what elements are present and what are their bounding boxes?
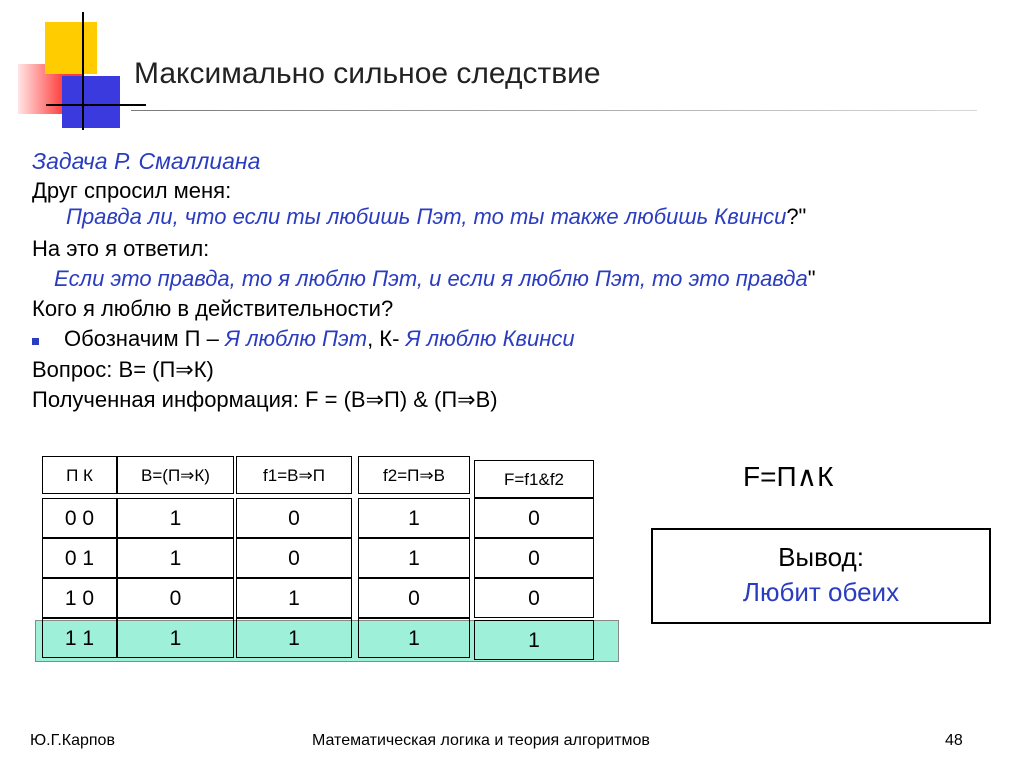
table-cell: 0: [474, 578, 594, 618]
table-cell: 0 0: [42, 498, 117, 538]
table-cell: 0: [474, 498, 594, 538]
logo-blue-block: [62, 76, 120, 128]
table-cell: 1 1: [42, 618, 117, 658]
bullet-mid: , К-: [367, 326, 400, 351]
title-divider: [131, 110, 977, 111]
table-header: f2=П⇒B: [358, 456, 470, 494]
question-line: Вопрос: B= (П⇒К): [32, 357, 214, 382]
table-cell: 1: [358, 538, 470, 578]
table-cell: 0: [236, 498, 352, 538]
quote-2-end: ": [807, 266, 816, 291]
problem-heading: Задача Р. Смаллиана: [32, 148, 261, 174]
bullet-prefix: Обозначим П –: [64, 326, 219, 351]
logo-vertical-line: [82, 12, 84, 130]
table-cell: 1: [358, 498, 470, 538]
bullet-line: [64, 326, 575, 352]
page-number: 48: [945, 732, 963, 749]
table-cell: 1 0: [42, 578, 117, 618]
quote-1-end: ?": [786, 204, 807, 229]
table-header: П К: [42, 456, 117, 494]
bullet-p: Я люблю Пэт: [224, 326, 368, 351]
quote-2-text: Если это правда, то я люблю Пэт, и если я люблю Пэт, то это правда: [54, 266, 808, 291]
table-header: B=(П⇒К): [117, 456, 234, 494]
table-cell: 1: [474, 620, 594, 660]
table-cell: 1: [236, 618, 352, 658]
table-cell: 1: [358, 618, 470, 658]
table-cell: 0: [117, 578, 234, 618]
footer-author: Ю.Г.Карпов: [30, 732, 115, 749]
logo-yellow-block: [45, 22, 97, 74]
table-cell: 1: [236, 578, 352, 618]
text-line-1: Друг спросил меня:: [32, 178, 232, 203]
slide-title: Максимально сильное следствие: [134, 57, 601, 90]
bullet-marker: [32, 338, 39, 345]
table-cell: 0: [236, 538, 352, 578]
conclusion-text: Любит обеих: [742, 577, 900, 607]
text-line-3: Кого я люблю в действительности?: [32, 296, 394, 321]
table-cell: 0 1: [42, 538, 117, 578]
quote-1-text: Правда ли, что если ты любишь Пэт, то ты также любишь Квинси: [66, 204, 787, 229]
table-header: F=f1&f2: [474, 460, 594, 498]
table-cell: 0: [358, 578, 470, 618]
conclusion-box: [651, 528, 991, 624]
quote-2: [54, 266, 816, 292]
table-cell: 1: [117, 498, 234, 538]
logo-horizontal-line: [46, 104, 146, 106]
table-cell: 1: [117, 618, 234, 658]
result-formula: F=П∧К: [743, 461, 834, 492]
table-cell: 0: [474, 538, 594, 578]
footer-course: Математическая логика и теория алгоритмов: [312, 732, 650, 749]
quote-1: [66, 204, 806, 230]
bullet-k: Я люблю Квинси: [405, 326, 575, 351]
info-line: Полученная информация: F = (B⇒П) & (П⇒B): [32, 387, 498, 412]
table-cell: 1: [117, 538, 234, 578]
conclusion-title: Вывод:: [778, 542, 864, 572]
text-line-2: На это я ответил:: [32, 236, 210, 261]
table-header: f1=B⇒П: [236, 456, 352, 494]
